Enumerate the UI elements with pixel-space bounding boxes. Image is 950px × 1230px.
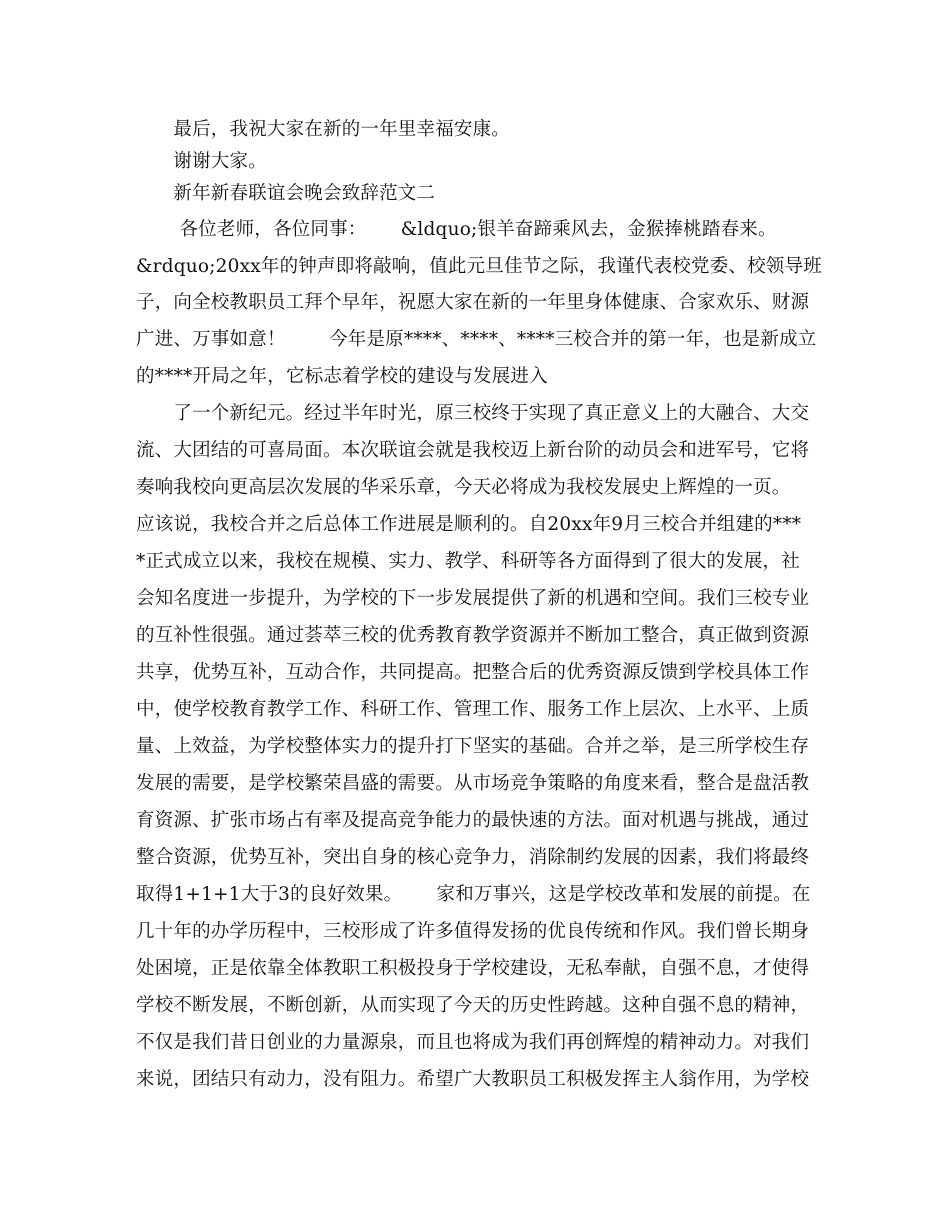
text-line: 的****开局之年，它标志着学校的建设与发展进入 (136, 366, 548, 387)
text-line: 会知名度进一步提升，为学校的下一步发展提供了新的机遇和空间。我们三校专业 (136, 588, 810, 609)
text-line: 各位老师，各位同事： &ldquo;银羊奋蹄乘风去，金猴捧桃踏春来。 (136, 219, 777, 240)
text-line: 了一个新纪元。经过半年时光，原三校终于实现了真正意义上的大融合、大交 (136, 403, 810, 424)
text-line: 最后，我祝大家在新的一年里幸福安康。 (136, 119, 511, 140)
text-line: 新年新春联谊会晚会致辞范文二 (136, 183, 436, 204)
text-line: 中，使学校教育教学工作、科研工作、管理工作、服务工作上层次、上水平、上质 (136, 699, 810, 720)
text-line: 不仅是我们昔日创业的力量源泉，而且也将成为我们再创辉煌的精神动力。对我们 (136, 1032, 810, 1053)
text-line: 广进、万事如意！ 今年是原****、****、****三校合并的第一年，也是新成立 (136, 329, 817, 350)
text-line: 谢谢大家。 (136, 151, 267, 172)
text-line: 学校不断发展，不断创新，从而实现了今天的历史性跨越。这种自强不息的精神， (136, 995, 810, 1016)
text-line: 的互补性很强。通过荟萃三校的优秀教育教学资源并不断加工整合，真正做到资源 (136, 625, 810, 646)
text-line: 来说，团结只有动力，没有阻力。希望广大教职员工积极发挥主人翁作用，为学校 (136, 1069, 810, 1090)
text-line: 应该说，我校合并之后总体工作进展是顺利的。自20xx年9月三校合并组建的*** (136, 514, 802, 535)
text-line: 共享，优势互补，互动合作，共同提高。把整合后的优秀资源反馈到学校具体工作 (136, 662, 810, 683)
text-line: &rdquo;20xx年的钟声即将敲响，值此元旦佳节之际，我谨代表校党委、校领导班 (136, 256, 822, 277)
text-line: 子，向全校教职员工拜个早年，祝愿大家在新的一年里身体健康、合家欢乐、财源 (136, 292, 810, 313)
text-line: 育资源、扩张市场占有率及提高竞争能力的最快速的方法。面对机遇与挑战，通过 (136, 810, 810, 831)
text-line: 整合资源，优势互补，突出自身的核心竞争力，消除制约发展的因素，我们将最终 (136, 847, 810, 868)
text-line: 处困境，正是依靠全体教职工积极投身于学校建设，无私奉献，自强不息，才使得 (136, 958, 810, 979)
text-line: 流、大团结的可喜局面。本次联谊会就是我校迈上新台阶的动员会和进军号，它将 (136, 440, 810, 461)
text-line: 取得1+1+1大于3的良好效果。 家和万事兴，这是学校改革和发展的前提。在 (136, 884, 811, 905)
text-line: *正式成立以来，我校在规模、实力、教学、科研等各方面得到了很大的发展，社 (136, 551, 800, 572)
text-line: 发展的需要，是学校繁荣昌盛的需要。从市场竞争策略的角度来看，整合是盘活教 (136, 773, 810, 794)
text-line: 量、上效益，为学校整体实力的提升打下坚实的基础。合并之举，是三所学校生存 (136, 736, 810, 757)
text-line: 几十年的办学历程中，三校形成了许多值得发扬的优良传统和作风。我们曾长期身 (136, 921, 810, 942)
text-line: 奏响我校向更高层次发展的华采乐章，今天必将成为我校发展史上辉煌的一页。 (136, 477, 791, 498)
